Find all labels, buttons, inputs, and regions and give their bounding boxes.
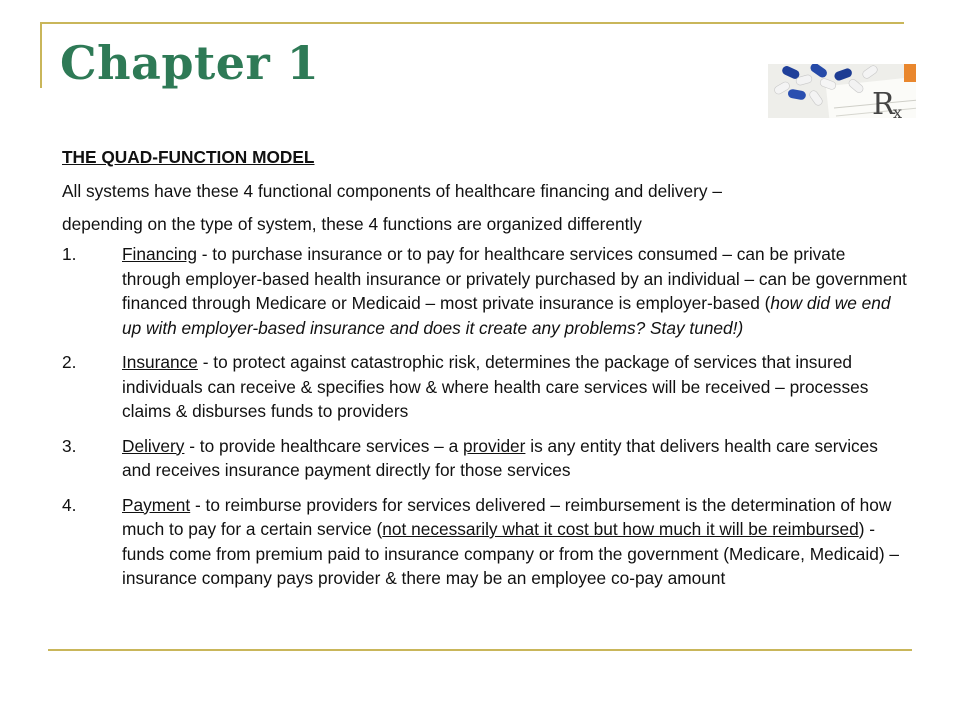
top-accent-rule: [40, 22, 904, 24]
intro-line-1: All systems have these 4 functional components of healthcare financing and delivery –: [62, 181, 722, 201]
list-item-financing: [62, 242, 908, 340]
rx-pills-image: [768, 64, 916, 118]
item-text-continued: ) - funds come from premium paid to insurance company or from the government (Medicare, Medicaid) – insurance company pays provider & there may be an employee co-pay amount: [122, 519, 900, 588]
item-number: 1.: [62, 244, 77, 264]
list-item-delivery: [62, 434, 908, 483]
list-item-payment: [62, 493, 908, 591]
slide-title: Chapter 1: [60, 36, 320, 90]
item-number: 2.: [62, 352, 77, 372]
item-text: - to purchase insurance or to pay for healthcare services consumed – can be private through employer-based health insurance or privately purchased by an individual – can be government financed through Medicare or Medicaid – most private insurance is employer-based (: [122, 244, 907, 313]
list-item-insurance: [62, 350, 908, 424]
item-term: Financing: [122, 244, 197, 264]
item-underlined-term: provider: [462, 435, 526, 456]
item-text-continued: is any entity that delivers health care services and receives insurance payment directly for those services: [122, 435, 878, 480]
rx-symbol: R: [872, 87, 895, 118]
rx-subscript: x: [893, 103, 903, 118]
left-accent-rule: [40, 22, 42, 88]
item-text: - to protect against catastrophic risk, determines the package of services that insured individuals can receive & specifies how & where health care services will be received – processes claims & disburses funds to providers: [122, 352, 869, 421]
item-term: Payment: [122, 494, 191, 515]
section-heading: THE QUAD-FUNCTION MODEL: [62, 147, 315, 167]
item-number: 4.: [62, 494, 77, 515]
intro-line-2: depending on the type of system, these 4 functions are organized differently: [62, 214, 642, 234]
item-text: - to reimburse providers for services delivered – reimbursement is the determination of how much to pay for a certain service (: [122, 494, 892, 539]
slide-body: [62, 146, 908, 601]
rx-prescription-pills-photo: [768, 64, 916, 118]
item-term: Delivery: [122, 435, 185, 456]
item-number: 3.: [62, 435, 77, 456]
item-underlined-phrase: not necessarily what it cost but how much it will be reimbursed: [382, 519, 859, 539]
item-term: Insurance: [122, 352, 198, 372]
bottom-accent-rule: [48, 649, 912, 651]
item-text: - to provide healthcare services – a: [184, 435, 463, 456]
item-italic-note: how did we end up with employer-based insurance and does it create any problems? Stay tuned!): [122, 293, 891, 338]
